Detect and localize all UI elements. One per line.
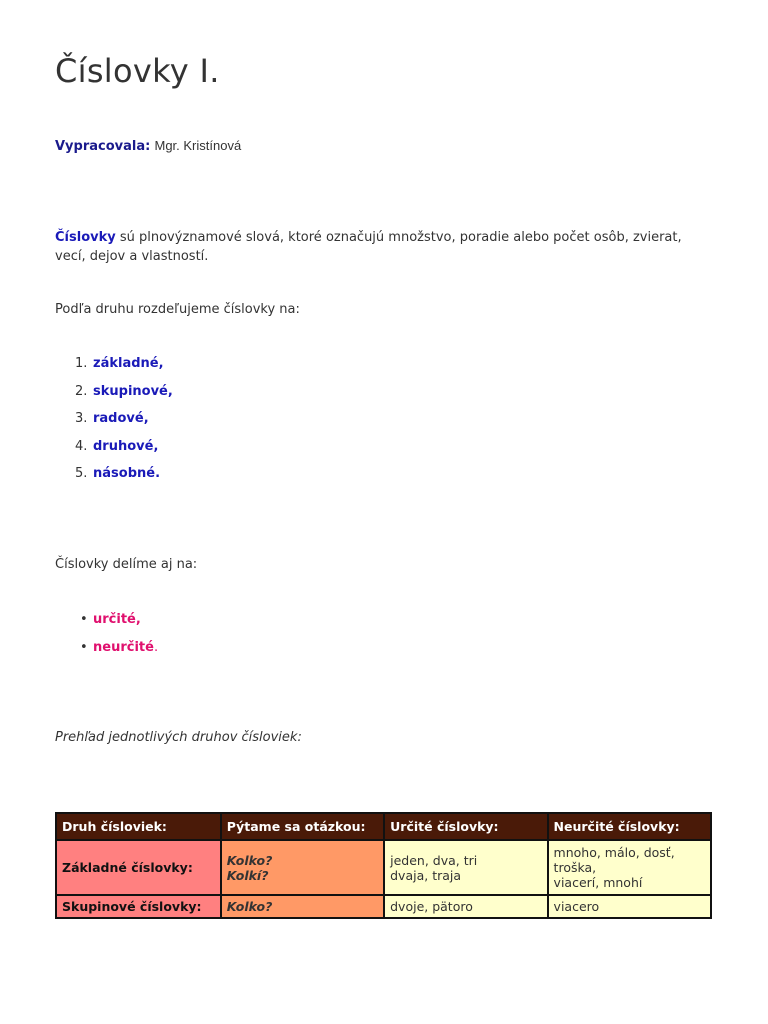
question-cell bbox=[221, 840, 384, 895]
list-item-label: druhové, bbox=[93, 438, 159, 454]
definite-line: jeden, dva, tri bbox=[390, 852, 478, 868]
list-number: 3. bbox=[75, 411, 88, 426]
also-intro: Číslovky delíme aj na: bbox=[55, 557, 198, 572]
table-row bbox=[56, 840, 711, 895]
list-item bbox=[80, 640, 158, 668]
table-header-row bbox=[56, 813, 711, 840]
types-list bbox=[75, 356, 173, 494]
list-item-label: násobné. bbox=[93, 466, 161, 481]
definite-cell bbox=[384, 895, 547, 918]
list-item-label: radové, bbox=[93, 411, 149, 426]
row-type-cell: Skupinové číslovky: bbox=[56, 895, 221, 918]
list-item bbox=[75, 411, 173, 439]
indefinite-line: troška, bbox=[553, 860, 597, 875]
bullet-icon: • bbox=[80, 612, 88, 627]
list-item-label: neurčité bbox=[93, 639, 154, 655]
author-name: Mgr. Kristínová bbox=[154, 138, 242, 153]
column-header: Určité číslovky: bbox=[384, 813, 547, 840]
list-item bbox=[80, 612, 158, 640]
overview-table bbox=[55, 812, 712, 919]
bullet-list bbox=[80, 612, 158, 667]
indefinite-cell bbox=[548, 840, 711, 895]
indefinite-cell bbox=[548, 895, 711, 918]
table-row bbox=[56, 895, 711, 918]
list-number: 2. bbox=[75, 383, 88, 399]
question-line: Kolko? bbox=[226, 899, 273, 914]
division-intro: Podľa druhu rozdeľujeme číslovky na: bbox=[55, 302, 300, 317]
definition-text: sú plnovýznamové slová, ktoré označujú množstvo, poradie alebo počet osôb, zvierat, vecí, dejov a vlastností. bbox=[55, 230, 682, 264]
list-item bbox=[75, 384, 173, 412]
indefinite-line: viacerí, mnohí bbox=[553, 875, 643, 890]
list-item-label: základné, bbox=[93, 356, 164, 371]
column-header: Neurčité číslovky: bbox=[548, 813, 711, 840]
list-item bbox=[75, 466, 173, 494]
indefinite-line: viacero bbox=[553, 899, 600, 914]
question-line: Kolkí? bbox=[226, 867, 269, 883]
bullet-icon: • bbox=[80, 639, 88, 655]
overview-title: Prehľad jednotlivých druhov čísloviek: bbox=[55, 730, 302, 745]
definition-paragraph bbox=[55, 228, 715, 266]
list-number: 5. bbox=[75, 466, 88, 481]
column-header: Druh čísloviek: bbox=[56, 813, 221, 840]
list-item-suffix: . bbox=[153, 639, 159, 655]
indefinite-line: mnoho, málo, dosť, bbox=[553, 845, 675, 860]
list-item bbox=[75, 439, 173, 467]
row-type-cell: Základné číslovky: bbox=[56, 840, 221, 895]
list-item bbox=[75, 356, 173, 384]
list-number: 1. bbox=[75, 356, 88, 371]
page-title: Číslovky I. bbox=[55, 52, 220, 90]
question-cell bbox=[221, 895, 384, 918]
definition-term: Číslovky bbox=[55, 230, 116, 245]
definite-line: dvoje, pätoro bbox=[390, 899, 473, 914]
column-header: Pýtame sa otázkou: bbox=[221, 813, 384, 840]
list-item-label: skupinové, bbox=[93, 383, 173, 399]
author-label: Vypracovala: bbox=[55, 139, 151, 154]
question-line: Kolko? bbox=[226, 852, 273, 868]
author-line bbox=[55, 138, 241, 154]
definite-cell bbox=[384, 840, 547, 895]
list-item-label: určité, bbox=[93, 612, 141, 627]
list-number: 4. bbox=[75, 438, 88, 454]
definite-line: dvaja, traja bbox=[390, 867, 462, 883]
